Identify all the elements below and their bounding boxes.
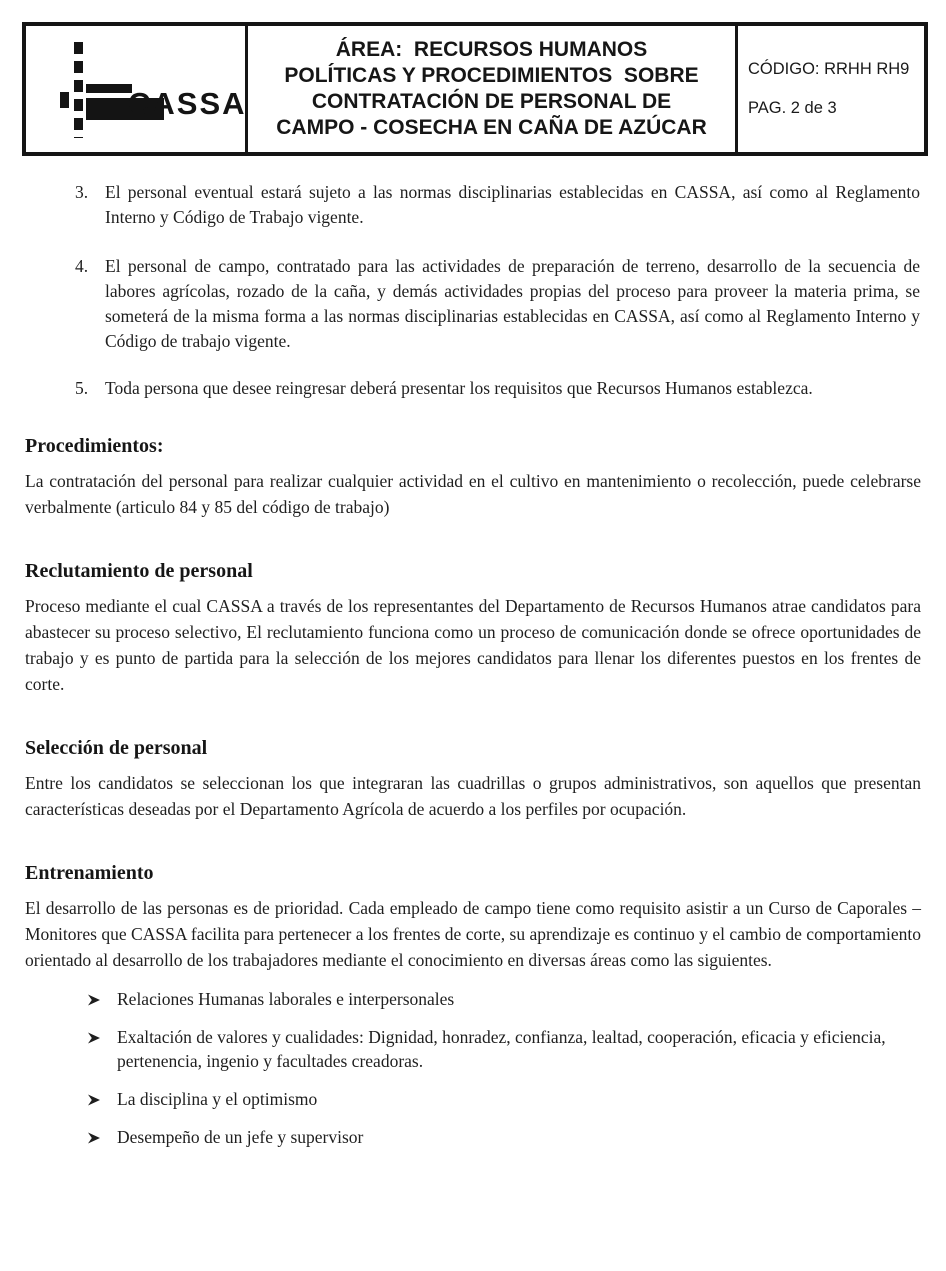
document-code: CÓDIGO: RRHH RH9 bbox=[748, 60, 910, 78]
title-line: CONTRATACIÓN DE PERSONAL DE bbox=[311, 90, 672, 113]
item-number: 5. bbox=[75, 378, 89, 398]
title-line: POLÍTICAS Y PROCEDIMIENTOS SOBRE bbox=[284, 64, 699, 87]
bullet-text: La disciplina y el optimismo bbox=[117, 1089, 318, 1109]
logo-cassa-text: CASSA bbox=[128, 86, 247, 121]
item-text: El personal eventual estará sujeto a las normas disciplinarias establecidas en CASSA, así como al Reglamento Interno y Código de Trabajo vigente. bbox=[105, 182, 920, 227]
section-body-reclutamiento: Proceso mediante el cual CASSA a través de los representantes del Departamento de Recursos Humanos atrae candidatos para abastecer su proceso selectivo, El reclutamiento funciona como un proceso de comunicación donde se ofrece oportunidades de trabajo y es punto de partida para la selección de los mejores candidatos para llenar los diferentes puestos en los frentes de corte. bbox=[25, 596, 921, 694]
item-text: El personal de campo, contratado para las actividades de preparación de terreno, desarrollo de la secuencia de labores agrícolas, rozado de la caña, y demás actividades propias del proceso para proveer la materia prima, se someterá de la misma forma a las normas disciplinarias establecidas en CASSA, así como al Reglamento Interno y Código de trabajo vigente. bbox=[105, 256, 920, 351]
bullet-text: Relaciones Humanas laborales e interpersonales bbox=[117, 989, 455, 1009]
arrowhead-bullet-icon bbox=[87, 1087, 117, 1111]
section-heading-reclutamiento: Reclutamiento de personal bbox=[25, 560, 253, 582]
cassa-logo-mark-square bbox=[60, 92, 69, 108]
bullet-item bbox=[87, 987, 891, 1011]
section-body-entrenamiento: El desarrollo de las personas es de prioridad. Cada empleado de campo tiene como requisito asistir a un Curso de Caporales – Monitores que CASSA facilita para pertenecer a los frentes de corte, su aprendizaje es continuo y el cambio de comportamiento orientado al desarrollo de los trabajadores mediante el conocimiento en diversas áreas como las siguientes. bbox=[25, 898, 921, 970]
section-heading-seleccion: Selección de personal bbox=[25, 737, 208, 759]
bullet-text: Exaltación de valores y cualidades: Dignidad, honradez, confianza, lealtad, cooperación, eficacia y eficiencia, pertenencia, ingenio y facultades creadoras. bbox=[117, 1027, 886, 1071]
company-logo bbox=[26, 26, 248, 152]
cassa-logo-mark-dashes bbox=[74, 42, 83, 138]
numbered-item-5 bbox=[75, 376, 920, 401]
arrowhead-bullet-icon bbox=[87, 987, 117, 1011]
numbered-item-3 bbox=[75, 180, 920, 230]
arrowhead-bullet-icon bbox=[87, 1125, 117, 1149]
section-body-seleccion: Entre los candidatos se seleccionan los que integraran las cuadrillas o grupos administrativos, son aquellos que presentan características deseadas por el Departamento Agrícola de acuerdo a los perfiles por ocupación. bbox=[25, 773, 921, 819]
page-number: PAG. 2 de 3 bbox=[748, 99, 837, 117]
title-line: ÁREA: RECURSOS HUMANOS bbox=[335, 38, 648, 61]
section-body-procedimientos: La contratación del personal para realizar cualquier actividad en el cultivo en mantenimiento o recolección, puede celebrarse verbalmente (articulo 84 y 85 del código de trabajo) bbox=[25, 471, 921, 517]
bullet-text: Desempeño de un jefe y supervisor bbox=[117, 1127, 364, 1147]
bullet-item bbox=[87, 1087, 891, 1111]
section-heading-entrenamiento: Entrenamiento bbox=[25, 862, 154, 884]
title-line: CAMPO - COSECHA EN CAÑA DE AZÚCAR bbox=[276, 116, 707, 139]
item-number: 3. bbox=[75, 182, 89, 202]
document-code-cell bbox=[738, 26, 924, 152]
document-page bbox=[0, 22, 946, 1271]
section-heading-procedimientos: Procedimientos: bbox=[25, 435, 164, 457]
cassa-logo-mark-bar-thin bbox=[86, 84, 132, 93]
item-text: Toda persona que desee reingresar deberá presentar los requisitos que Recursos Humanos establezca. bbox=[105, 378, 813, 398]
header-table bbox=[22, 22, 928, 156]
arrowhead-bullet-icon bbox=[87, 1025, 117, 1073]
training-topics-list bbox=[25, 987, 921, 1149]
numbered-item-4 bbox=[75, 254, 920, 354]
item-number: 4. bbox=[75, 256, 89, 276]
bullet-item bbox=[87, 1025, 891, 1073]
document-body bbox=[0, 180, 946, 1149]
document-title bbox=[248, 26, 738, 152]
bullet-item bbox=[87, 1125, 891, 1149]
